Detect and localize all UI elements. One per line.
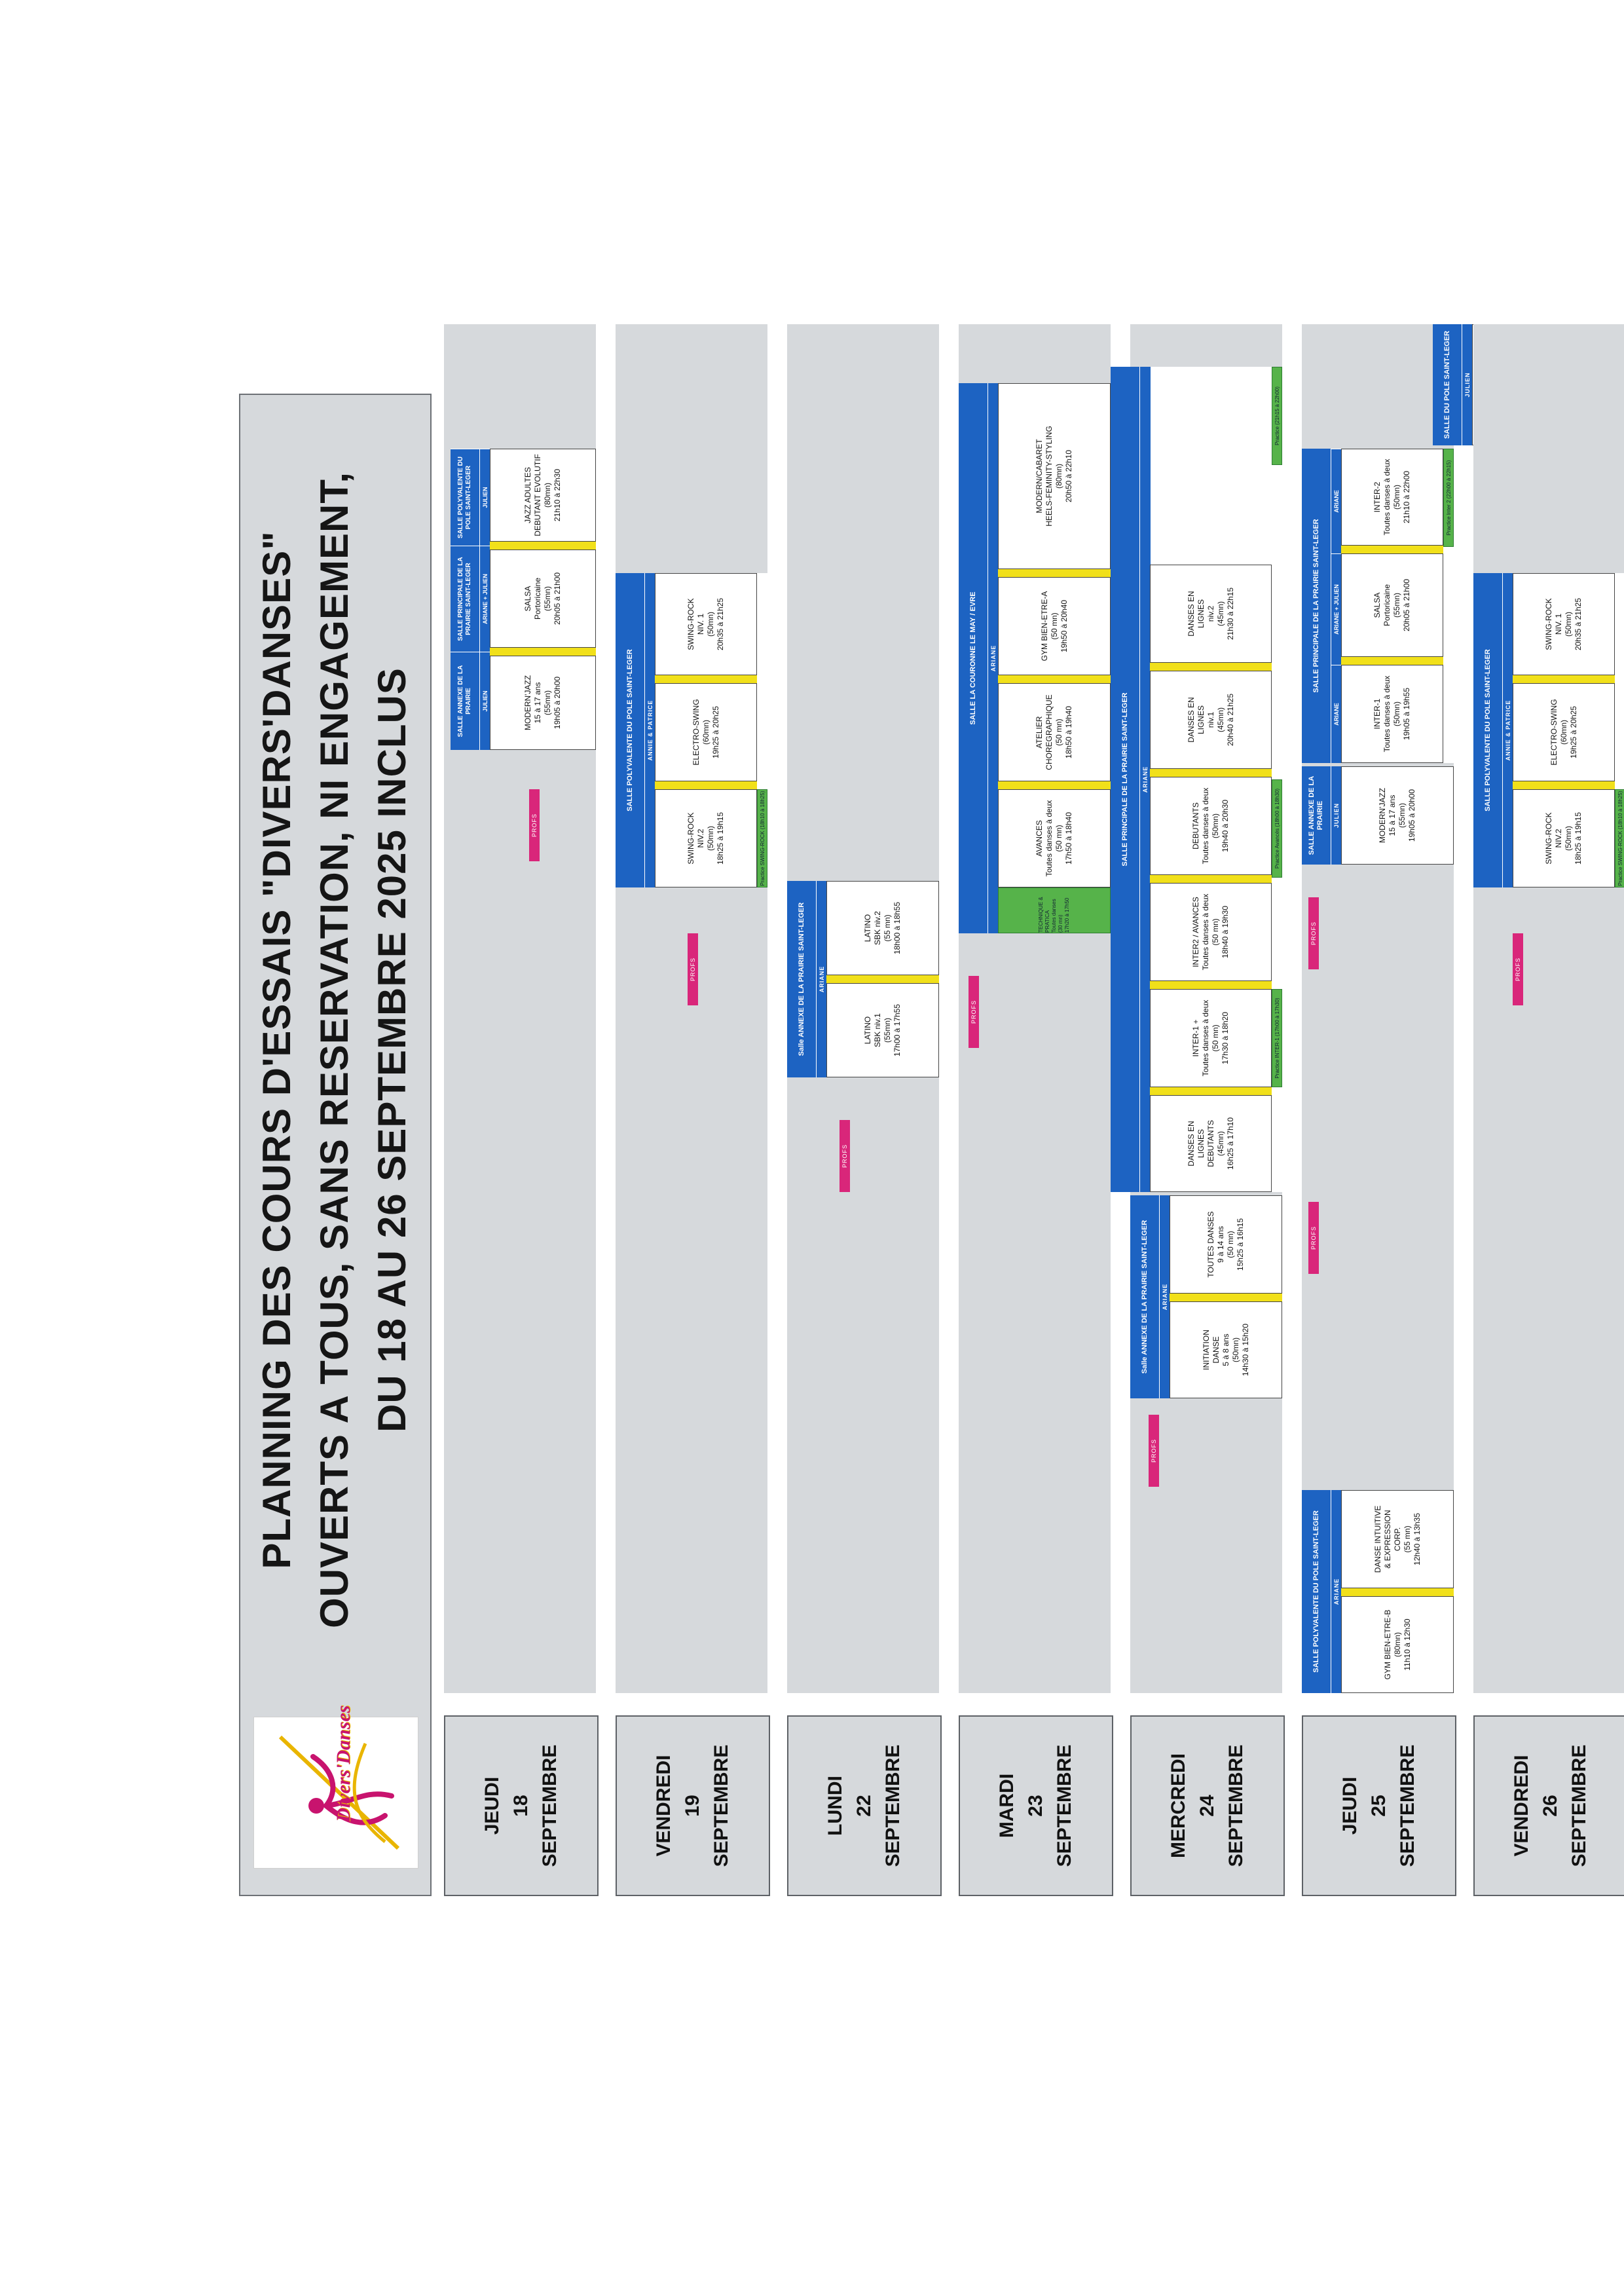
class-card: DANSES EN LIGNES niv.2 (45mn) 21h30 à 22h15: [1150, 565, 1272, 663]
teacher-label: ARIANE: [1159, 1195, 1170, 1398]
separator: [1150, 875, 1272, 883]
teacher-label: ARIANE: [1331, 665, 1341, 763]
venue-label: SALLE LA COURONNE LE MAY / EVRE: [959, 383, 987, 933]
day-number: 25: [1368, 1795, 1390, 1817]
profs-tag: PROFS: [688, 933, 698, 1005]
day-number: 23: [1025, 1795, 1046, 1817]
class-card: DANSE INTUITIVE & EXPRESSION CORP. (55 mn) 12h40 à 13h35: [1341, 1490, 1454, 1588]
day-row-mardi-23: [959, 324, 1122, 1922]
day-label: [616, 1715, 770, 1896]
practice-tag: Practice SWING-ROCK (18h10 à 18h25): [1615, 789, 1624, 887]
class-card: INTER-2 Toutes danses à deux (50mn) 21h10 à 22h00: [1341, 449, 1443, 546]
class-card: SWING-ROCK NIV. 1 (50mn) 20h35 à 21h25: [1513, 573, 1615, 675]
class-card: ATELIER CHOREGRAPHIQUE (50 mn) 18h50 à 19h40: [998, 683, 1111, 781]
separator: [1150, 769, 1272, 777]
class-group: [1111, 367, 1282, 1192]
separator: [1150, 663, 1272, 671]
separator: [1150, 981, 1272, 989]
class-group: [1302, 766, 1454, 865]
day-band: [1120, 324, 1282, 1693]
day-band: [616, 324, 767, 1693]
logo-text: Divers'Danses: [333, 1705, 354, 1822]
day-row-vendredi-19: [616, 324, 779, 1922]
class-card: LATINO SBK niv.2 (55 mn) 18h00 à 18h55: [826, 881, 939, 975]
teacher-label: JULIEN: [479, 449, 490, 546]
day-number: 18: [510, 1795, 532, 1817]
class-card: SWING-ROCK NIV.2 (50mn) 18h25 à 19h15: [655, 789, 757, 887]
profs-tag: PROFS: [969, 976, 979, 1048]
class-group: [1302, 1490, 1454, 1693]
logo: [253, 1705, 418, 1869]
title-banner: [239, 394, 432, 1896]
day-name: MERCREDI: [1168, 1753, 1189, 1859]
day-name: VENDREDI: [1511, 1755, 1532, 1857]
venue-label: SALLE PRINCIPALE DE LA PRAIRIE SAINT-LEGER: [1302, 449, 1331, 763]
day-row-jeudi-25: [1302, 324, 1471, 1922]
class-card: GYM BIEN-ETRE-A (50 mn) 19h50 à 20h40: [998, 577, 1111, 675]
venue-label: SALLE DU POLE SAINT-LEGER: [1433, 324, 1462, 445]
venue-label: SALLE POLYVALENTE DU POLE SAINT-LEGER: [451, 449, 479, 546]
venue-label: SALLE PRINCIPALE DE LA PRAIRIE SAINT-LEGER: [451, 546, 479, 652]
separator: [490, 648, 596, 656]
class-card: ELECTRO-SWING (60mn) 19h25 à 20h25: [655, 683, 757, 781]
class-group: [1302, 449, 1454, 763]
day-month: SEPTEMBRE: [710, 1744, 732, 1867]
class-group: [959, 383, 1111, 933]
teacher-label: ARIANE + JULIEN: [479, 546, 490, 652]
teacher-label: ANNIE & PATRICE: [1502, 573, 1513, 887]
teacher-label: JULIEN: [1331, 766, 1342, 865]
teacher-label: ARIANE + JULIEN: [1331, 553, 1341, 665]
day-label: [444, 1715, 599, 1896]
practice-tag: TECHNIQUE & PRATICA Toutes danses (30 mn) 17h20 à 17h50: [998, 887, 1111, 933]
venue-label: Salle ANNEXE DE LA PRAIRIE SAINT-LEGER: [787, 881, 816, 1077]
class-card: INTER-1 Toutes danses à deux (50mn) 19h05 à 19h55: [1341, 665, 1443, 763]
class-group: [1130, 1195, 1282, 1398]
day-row-lundi-22: [787, 324, 951, 1922]
profs-tag: PROFS: [1149, 1415, 1159, 1487]
class-card: INITIATION DANSE 5 à 8 ans (50mn) 14h30 à 15h20: [1170, 1301, 1282, 1398]
day-label: [1302, 1715, 1456, 1896]
teacher-label: ARIANE: [1139, 367, 1151, 1192]
day-month: SEPTEMBRE: [1225, 1744, 1247, 1867]
separator: [490, 542, 596, 550]
practice-tag: Practice (21h15 à 22h00): [1272, 367, 1282, 465]
day-month: SEPTEMBRE: [539, 1744, 561, 1867]
separator: [1513, 781, 1615, 789]
class-card: DANSES EN LIGNES niv.1 (45mn) 20h40 à 21h25: [1150, 671, 1272, 769]
title-line-3: DU 18 AU 26 SEPTEMBRE 2025 INCLUS: [370, 667, 414, 1432]
day-band: [444, 324, 596, 1693]
class-card: SALSA Portoricaine (55mn) 20h05 à 21h00: [490, 550, 596, 648]
day-name: JEUDI: [1339, 1776, 1361, 1835]
teacher-label: ARIANE: [1331, 1490, 1342, 1693]
profs-tag: PROFS: [1308, 897, 1319, 969]
separator: [998, 569, 1111, 577]
day-name: MARDI: [996, 1773, 1018, 1838]
day-row-jeudi-18: [444, 324, 608, 1922]
teacher-label: JULIEN: [1462, 324, 1473, 445]
teacher-label: ANNIE & PATRICE: [644, 573, 655, 887]
class-card: AVANCES Toutes danses à deux (50 mn) 17h50 à 18h40: [998, 789, 1111, 887]
day-number: 22: [853, 1795, 875, 1817]
day-name: LUNDI: [824, 1776, 846, 1836]
separator: [655, 675, 757, 683]
day-month: SEPTEMBRE: [1054, 1744, 1075, 1867]
profs-tag: PROFS: [840, 1120, 850, 1192]
teacher-label: ARIANE: [816, 881, 827, 1077]
teacher-label: ARIANE: [1331, 449, 1341, 553]
separator: [1170, 1294, 1282, 1301]
title-line-1: PLANNING DES COURS D'ESSAIS "DIVERS'DANSES": [255, 531, 299, 1569]
practice-tag: Practice SWING-ROCK (18h10 à 18h25): [757, 789, 767, 887]
venue-label: SALLE POLYVALENTE DU POLE SAINT-LEGER: [616, 573, 644, 887]
day-label: [787, 1715, 942, 1896]
schedule-page: [170, 324, 1624, 1922]
teacher-label: ARIANE: [987, 383, 999, 933]
venue-label: SALLE PRINCIPALE DE LA PRAIRIE SAINT-LEGER: [1111, 367, 1139, 1192]
class-card: SWING-ROCK NIV. 1 (50mn) 20h35 à 21h25: [655, 573, 757, 675]
day-label: [1130, 1715, 1285, 1896]
separator: [1341, 657, 1443, 665]
class-card: SWING-ROCK NIV.2 (50mn) 18h25 à 19h15: [1513, 789, 1615, 887]
class-card: JAZZ ADULTES DEBUTANT EVOLUTIF (80mn) 21h10 à 22h30: [490, 449, 596, 542]
class-group: [451, 449, 596, 750]
day-month: SEPTEMBRE: [882, 1744, 904, 1867]
class-group: [787, 881, 939, 1077]
class-card: DEBUTANTS Toutes danses à deux (50mn) 19h40 à 20h30: [1150, 777, 1272, 875]
day-band: [1302, 324, 1471, 1693]
class-card: DANSES EN LIGNES DEBUTANTS (45mn) 16h25 à 17h10: [1150, 1095, 1272, 1192]
title-line-2: OUVERTS A TOUS, SANS RESERVATION, NI ENGAGEMENT,: [312, 472, 356, 1628]
day-month: SEPTEMBRE: [1568, 1744, 1590, 1867]
profs-tag: PROFS: [529, 789, 540, 861]
separator: [1150, 1087, 1272, 1095]
venue-label: SALLE ANNEXE DE LA PRAIRIE: [1302, 766, 1331, 865]
day-label: [1473, 1715, 1624, 1896]
venue-label: SALLE ANNEXE DE LA PRAIRIE: [451, 652, 479, 750]
class-card: ELECTRO-SWING (60mn) 19h25 à 20h25: [1513, 683, 1615, 781]
class-card: MODERN'JAZZ 15 à 17 ans (55mn) 19h05 à 20h00: [1341, 766, 1454, 865]
practice-tag: Practice INTER-1 (17h00 à 17h30): [1272, 989, 1282, 1087]
class-card: INTER2 / AVANCES Toutes danses à deux (50 mn) 18h40 à 19h30: [1150, 883, 1272, 981]
venue-label: SALLE POLYVALENTE DU POLE SAINT-LEGER: [1473, 573, 1502, 887]
day-band: [1473, 324, 1624, 1693]
venue-label: Salle ANNEXE DE LA PRAIRIE SAINT-LEGER: [1130, 1195, 1159, 1398]
class-card: SALSA Portoricaine (55mn) 20h05 à 21h00: [1341, 553, 1443, 657]
day-number: 19: [682, 1795, 703, 1817]
class-card: INTER-1 + Toutes danses à deux (50 mn) 17h30 à 18h20: [1150, 989, 1272, 1087]
day-number: 24: [1196, 1795, 1218, 1817]
class-card: GYM BIEN-ETRE-B (80mn) 11h10 à 12h30: [1341, 1596, 1454, 1693]
class-card: TOUTES DANSES 9 à 14 ans (50 mn) 15h25 à 16h15: [1170, 1195, 1282, 1294]
class-card: LATINO SBK niv.1 (55mn) 17h00 à 17h55: [826, 983, 939, 1077]
day-number: 26: [1540, 1795, 1561, 1817]
separator: [655, 781, 757, 789]
day-label: [959, 1715, 1113, 1896]
profs-tag: PROFS: [1513, 933, 1523, 1005]
day-row-vendredi-26: [1473, 324, 1624, 1922]
practice-tag: Practice Inter 2 (22h00 à 22h15): [1443, 449, 1454, 547]
class-group: [616, 573, 767, 887]
separator: [998, 675, 1111, 683]
venue-label: SALLE POLYVALENTE DU POLE SAINT-LEGER: [1302, 1490, 1331, 1693]
day-name: JEUDI: [481, 1776, 503, 1835]
separator: [826, 975, 939, 983]
class-card: MODERN/CABARET HEELS-FEMINITY-STYLING (80mn) 20h50 à 22h10: [998, 383, 1111, 569]
day-name: VENDREDI: [653, 1755, 674, 1857]
practice-tag: Practice Avancés (18h00 à 18h30): [1272, 779, 1282, 878]
day-band: [959, 324, 1111, 1693]
separator: [1341, 1588, 1454, 1596]
class-group: [1473, 573, 1624, 887]
separator: [1513, 675, 1615, 683]
teacher-label: JULIEN: [479, 652, 490, 750]
day-row-mercredi-24: [1120, 324, 1294, 1922]
separator: [1341, 546, 1443, 553]
class-card: MODERN'JAZZ 15 à 17 ans (55mn) 19h05 à 20h00: [490, 656, 596, 750]
separator: [998, 781, 1111, 789]
day-month: SEPTEMBRE: [1397, 1744, 1418, 1867]
day-band: [787, 324, 939, 1693]
profs-tag: PROFS: [1308, 1202, 1319, 1274]
